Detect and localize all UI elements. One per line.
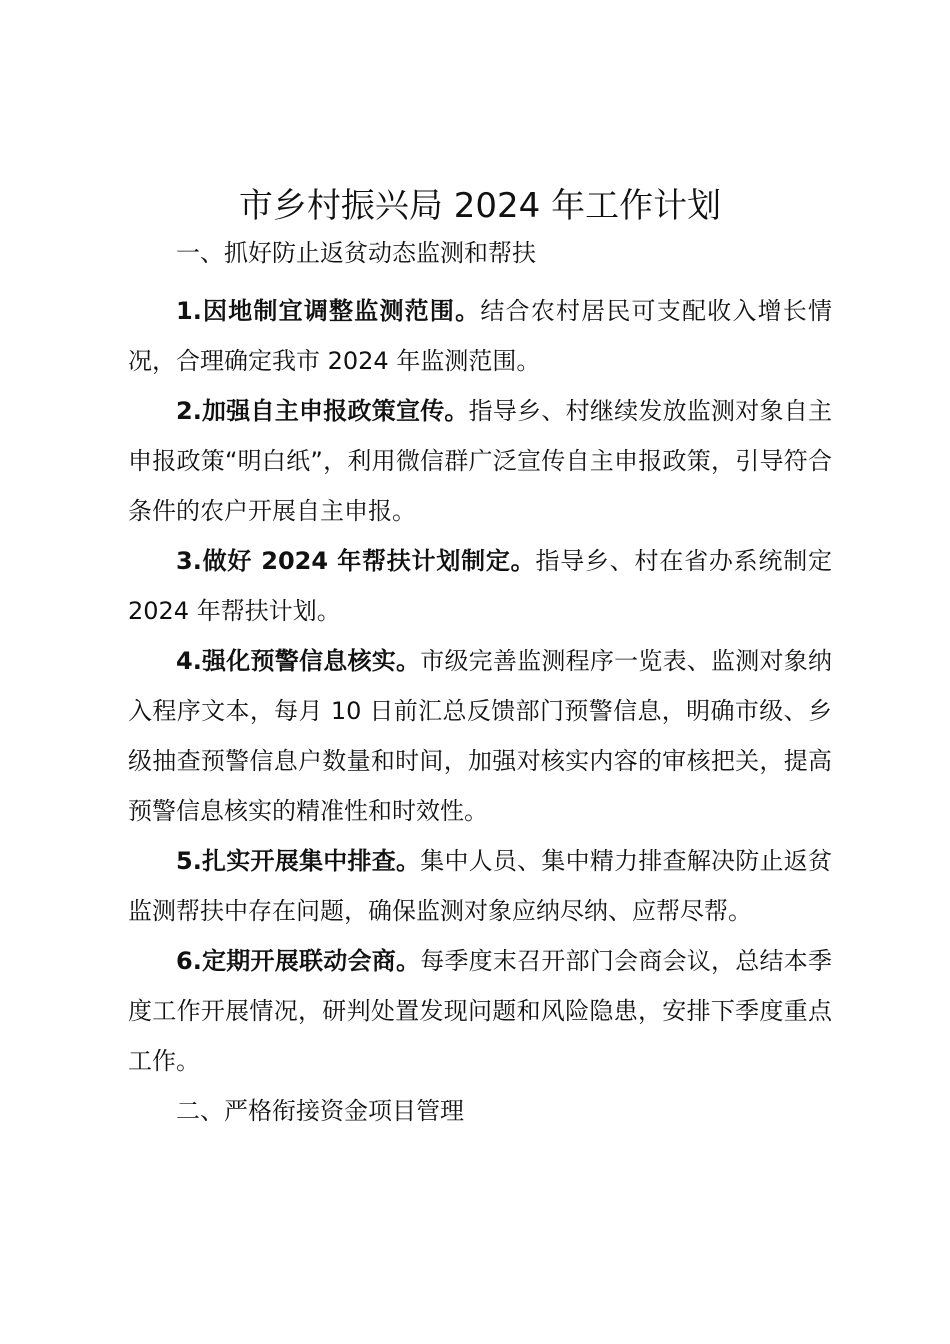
list-item bbox=[128, 386, 832, 536]
item-title: 5.扎实开展集中排查。 bbox=[176, 847, 421, 875]
item-body: 集中人员、集中精力排查解决防止返贫监测帮扶中存在问题，确保监测对象应纳尽纳、应帮尽帮。 bbox=[128, 847, 833, 925]
item-body: 指导乡、村继续发放监测对象自主申报政策“明白纸”，利用微信群广泛宣传自主申报政策，引导符合条件的农户开展自主申报。 bbox=[128, 397, 832, 525]
item-body: 市级完善监测程序一览表、监测对象纳入程序文本，每月 10 日前汇总反馈部门预警信息，明确市级、乡级抽查预警信息户数量和时间，加强对核实内容的审核把关，提高预警信息核实的精准性和时效性。 bbox=[128, 647, 833, 825]
item-title: 6.定期开展联动会商。 bbox=[176, 947, 421, 975]
list-item bbox=[128, 536, 832, 636]
item-title: 2.加强自主申报政策宣传。 bbox=[176, 397, 469, 425]
item-title: 1.因地制宜调整监测范围。 bbox=[176, 297, 481, 325]
document-title: 市乡村振兴局 2024 年工作计划 bbox=[238, 186, 722, 226]
document-page bbox=[128, 178, 832, 1136]
item-body: 结合农村居民可支配收入增长情况，合理确定我市 2024 年监测范围。 bbox=[128, 297, 833, 375]
section-heading-1: 一、抓好防止返贫动态监测和帮扶 bbox=[176, 239, 536, 267]
item-title: 3.做好 2024 年帮扶计划制定。 bbox=[176, 547, 536, 575]
section-heading-2: 二、严格衔接资金项目管理 bbox=[176, 1097, 464, 1125]
item-body: 每季度末召开部门会商会议，总结本季度工作开展情况，研判处置发现问题和风险隐患，安排下季度重点工作。 bbox=[128, 947, 833, 1075]
item-body: 指导乡、村在省办系统制定 2024 年帮扶计划。 bbox=[128, 547, 832, 625]
list-item bbox=[128, 936, 832, 1086]
list-item bbox=[128, 836, 832, 936]
list-item bbox=[128, 286, 832, 386]
item-title: 4.强化预警信息核实。 bbox=[176, 647, 421, 675]
list-item bbox=[128, 636, 832, 836]
